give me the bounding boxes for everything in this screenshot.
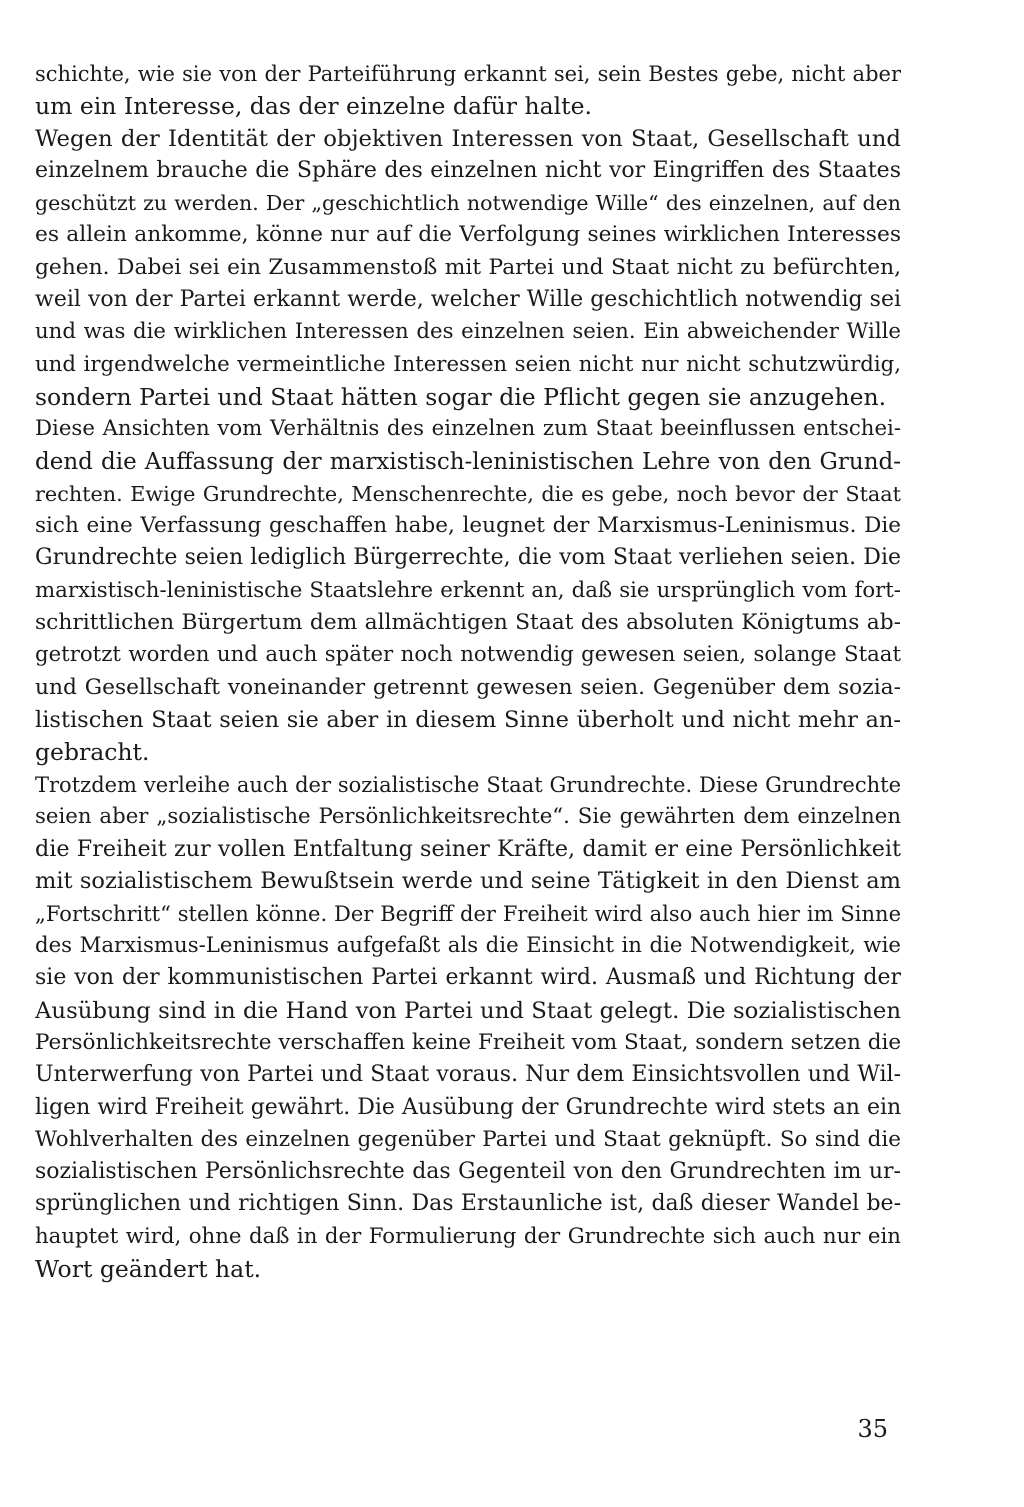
- text-line: Persönlichkeitsrechte verschaffen keine Freiheit vom Staat, sondern setzen die: [35, 1029, 901, 1055]
- text-line: Unterwerfung von Partei und Staat voraus. Nur dem Einsichtsvollen und Wil-: [35, 1062, 901, 1088]
- text-line: und Gesellschaft voneinander getrennt gewesen seien. Gegenüber dem sozia-: [35, 674, 901, 700]
- text-line: um ein Interesse, das der einzelne dafür halte.: [35, 92, 592, 121]
- text-line: sich eine Verfassung geschaffen habe, leugnet der Marxismus-Leninismus. Die: [35, 513, 901, 539]
- text-line: geschützt zu werden. Der „geschichtlich notwendige Wille“ des einzelnen, auf den: [35, 191, 901, 216]
- text-line: mit sozialistischem Bewußtsein werde und seine Tätigkeit in den Dienst am: [35, 868, 901, 895]
- text-line: schichte, wie sie von der Parteiführung erkannt sei, sein Bestes gebe, nicht aber: [35, 62, 901, 86]
- text-line: sozialistischen Persönlichsrechte das Gegenteil von den Grundrechten im ur-: [35, 1159, 901, 1185]
- text-line: hauptet wird, ohne daß in der Formulierung der Grundrechte sich auch nur ein: [35, 1223, 901, 1249]
- text-line: gehen. Dabei sei ein Zusammenstoß mit Partei und Staat nicht zu befürchten,: [35, 254, 901, 280]
- text-line: sie von der kommunistischen Partei erkannt wird. Ausmaß und Richtung der: [35, 965, 901, 991]
- text-line: die Freiheit zur vollen Entfaltung seiner Kräfte, damit er eine Persönlichkeit: [35, 836, 901, 863]
- text-line: Trotzdem verleihe auch der sozialistische Staat Grundrechte. Diese Grundrechte: [35, 772, 901, 797]
- text-line: „Fortschritt“ stellen könne. Der Begriff der Freiheit wird also auch hier im Sinne: [35, 901, 901, 926]
- text-line: es allein ankomme, könne nur auf die Verfolgung seines wirklichen Interesses: [35, 222, 901, 248]
- text-line: und was die wirklichen Interessen des einzelnen seien. Ein abweichender Wille: [35, 319, 901, 345]
- text-line: dend die Auffassung der marxistisch-leninistischen Lehre von den Grund-: [35, 448, 901, 475]
- text-line: des Marxismus-Leninismus aufgefaßt als die Einsicht in die Notwendigkeit, wie: [35, 933, 901, 959]
- text-line: sondern Partei und Staat hätten sogar die Pflicht gegen sie anzugehen.: [35, 382, 887, 411]
- text-line: schrittlichen Bürgertum dem allmächtigen Staat des absoluten Königtums ab-: [35, 610, 901, 636]
- text-line: listischen Staat seien sie aber in diesem Sinne überholt und nicht mehr an-: [35, 706, 901, 733]
- text-line: ligen wird Freiheit gewährt. Die Ausübung der Grundrechte wird stets an ein: [35, 1094, 901, 1120]
- page-number: 35: [857, 1415, 888, 1443]
- body-text: [35, 58, 901, 1285]
- text-line: einzelnem brauche die Sphäre des einzelnen nicht vor Eingriffen des Staates: [35, 157, 901, 183]
- text-line: Diese Ansichten vom Verhältnis des einzelnen zum Staat beeinflussen entschei-: [35, 416, 901, 442]
- text-line: und irgendwelche vermeintliche Interessen seien nicht nur nicht schutzwürdig,: [35, 351, 901, 377]
- text-line: Wohlverhalten des einzelnen gegenüber Partei und Staat geknüpft. So sind die: [35, 1126, 901, 1152]
- text-line: Ausübung sind in die Hand von Partei und Staat gelegt. Die sozialistischen: [35, 997, 901, 1024]
- text-line: getrotzt worden und auch später noch notwendig gewesen seien, solange Staat: [35, 642, 901, 668]
- text-line: Wegen der Identität der objektiven Interessen von Staat, Gesellschaft und: [35, 125, 901, 152]
- text-line: rechten. Ewige Grundrechte, Menschenrechte, die es gebe, noch bevor der Staat: [35, 481, 901, 506]
- text-line: sprünglichen und richtigen Sinn. Das Erstaunliche ist, daß dieser Wandel be-: [35, 1191, 901, 1217]
- text-line: marxistisch-leninistische Staatslehre erkennt an, daß sie ursprünglich vom fort-: [35, 577, 901, 603]
- text-line: Wort geändert hat.: [35, 1254, 262, 1283]
- text-line: weil von der Partei erkannt werde, welcher Wille geschichtlich notwendig sei: [35, 287, 901, 313]
- text-line: gebracht.: [35, 738, 150, 767]
- text-line: seien aber „sozialistische Persönlichkeitsrechte“. Sie gewährten dem einzelnen: [35, 803, 901, 829]
- text-line: Grundrechte seien lediglich Bürgerrechte, die vom Staat verliehen seien. Die: [35, 545, 901, 571]
